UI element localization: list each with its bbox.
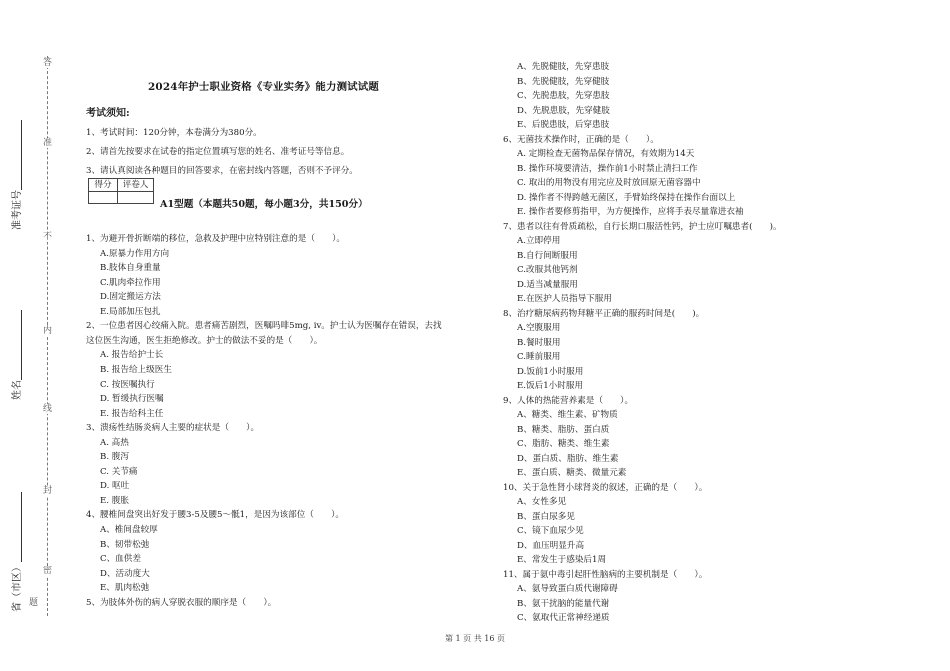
answer-option[interactable]: D. 操作者不得跨越无菌区，手臂始终保持在操作台面以上 [517, 192, 736, 203]
answer-option[interactable]: A. 报告给护士长 [100, 350, 164, 361]
notice-item: 3、请认真阅读各种题目的回答要求，在密封线内答题，否则不予评分。 [86, 166, 358, 176]
answer-option[interactable]: E、肌肉松弛 [100, 583, 150, 594]
answer-option[interactable]: A、氨导致蛋白质代谢障碍 [517, 584, 618, 594]
answer-option[interactable]: E. 报告给科主任 [100, 408, 164, 419]
answer-option[interactable]: D、活动度大 [100, 568, 150, 579]
answer-option[interactable]: B.肢体自身重量 [100, 263, 161, 274]
answer-option[interactable]: C. 按医嘱执行 [100, 379, 155, 390]
seal-char: 密 [42, 566, 52, 576]
province-blank[interactable] [13, 492, 22, 562]
question-stem: 3、溃疡性结肠炎病人主要的症状是（ ）。 [86, 423, 260, 434]
question-stem: 1、为避开骨折断端的移位，急救及护理中应特别注意的是（ ）。 [86, 234, 345, 244]
score-box-divider [89, 191, 153, 192]
answer-option[interactable]: C、血供差 [100, 554, 141, 565]
answer-option[interactable]: E、后脱患肢，后穿患肢 [517, 120, 610, 130]
answer-option[interactable]: A.空腹服用 [517, 323, 561, 333]
question-stem: 6、无菌技术操作时，正确的是（ ）。 [503, 134, 659, 145]
answer-option[interactable]: A.立即停用 [517, 236, 561, 246]
question-stem: 9、人体的热能营养素是（ ）。 [503, 395, 634, 406]
question-stem: 7、患者以往有骨质疏松，自行长期口服活性钙，护士应叮嘱患者( )。 [503, 221, 782, 232]
exam-number-blank[interactable] [13, 120, 22, 190]
question-stem: 8、治疗糖尿病药物拜糖平正确的服药时间是( )。 [503, 308, 705, 319]
answer-option[interactable]: A. 高热 [100, 437, 129, 448]
seal-char: 准 [42, 138, 52, 148]
answer-option[interactable]: E.在医护人员指导下服用 [517, 294, 612, 304]
answer-option[interactable]: A、糖类、维生素、矿物质 [517, 410, 618, 420]
answer-option[interactable]: B、糖类、脂肪、蛋白质 [517, 424, 610, 435]
score-label: 得分 [89, 179, 118, 191]
answer-option[interactable]: C、氨取代正常神经递质 [517, 613, 610, 623]
answer-option[interactable]: C、脂肪、糖类、维生素 [517, 439, 610, 449]
answer-option[interactable]: B. 报告给上级医生 [100, 364, 172, 375]
page-footer: 第 1 页 共 16 页 [445, 634, 505, 643]
answer-option[interactable]: B、先脱健肢，先穿健肢 [517, 76, 610, 87]
answer-option[interactable]: B.自行间断服用 [517, 250, 578, 261]
binding-margin [0, 0, 60, 671]
answer-option[interactable]: C. 取出的用物没有用完应及时放回原无菌容器中 [517, 178, 701, 188]
answer-option[interactable]: C.改服其他钙剂 [517, 265, 578, 275]
answer-option[interactable]: B.餐时服用 [517, 337, 561, 348]
answer-option[interactable]: C. 关节痛 [100, 466, 138, 477]
answer-option[interactable]: B、韧带松弛 [100, 539, 150, 550]
notice-item: 2、请首先按要求在试卷的指定位置填写您的姓名、准考证号等信息。 [86, 147, 350, 157]
question-stem: 10、关于急性肾小球肾炎的叙述，正确的是（ ）。 [503, 482, 708, 493]
answer-option[interactable]: C.睡前服用 [517, 352, 561, 362]
notice-item: 1、考试时间：120分钟，本卷满分为380分。 [86, 128, 262, 138]
answer-option[interactable]: E、常发生于感染后1周 [517, 555, 607, 565]
exam-number-label: 准考证号 [12, 190, 23, 230]
answer-option[interactable]: D、蛋白质、脂肪、维生素 [517, 453, 619, 464]
answer-option[interactable]: B、蛋白尿多见 [517, 511, 575, 522]
name-label: 姓名 [12, 380, 23, 400]
answer-option[interactable]: D、血压明显升高 [517, 540, 585, 551]
answer-option[interactable]: D.饭前1小时服用 [517, 366, 584, 377]
seal-char: 内 [42, 326, 52, 336]
answer-option[interactable]: E.饭后1小时服用 [517, 381, 584, 391]
question-stem: 4、腰椎间盘突出好发于腰3-5及腰5～骶1，是因为该部位（ ）。 [86, 510, 344, 521]
score-box [88, 178, 154, 204]
answer-option[interactable]: E、蛋白质、糖类、微量元素 [517, 468, 627, 478]
name-field[interactable] [8, 360, 23, 400]
notice-heading: 考试须知: [86, 108, 130, 119]
answer-option[interactable]: E.局部加压包扎 [100, 306, 161, 317]
answer-option[interactable]: A、椎间盘较厚 [100, 525, 158, 535]
answer-option[interactable]: A、女性多见 [517, 497, 567, 507]
question-stem: 11、属于氨中毒引起肝性脑病的主要机制是（ ）。 [503, 569, 708, 580]
answer-option[interactable]: C.肌肉牵拉作用 [100, 277, 161, 288]
answer-option[interactable]: E. 腹胀 [100, 495, 129, 506]
name-blank[interactable] [13, 310, 22, 380]
province-label: 省（市区） [12, 562, 23, 612]
answer-option[interactable]: B、氨干扰脑的能量代谢 [517, 598, 610, 609]
seal-char: 封 [42, 486, 52, 496]
answer-option[interactable]: A、先脱健肢，先穿患肢 [517, 62, 610, 72]
question-stem: 2、一位患者因心绞痛入院。患者痛苦剧烈，医嘱吗啡5mg, iv。护士认为医嘱存在错误，去找 [86, 321, 442, 332]
question-stem: 这位医生沟通，医生拒绝修改。护士的做法不妥的是（ ）。 [86, 335, 323, 346]
answer-option[interactable]: C、先脱患肢，先穿患肢 [517, 91, 610, 101]
answer-option[interactable]: E. 操作者要修剪指甲，为方便操作，应将手表尽量靠进衣袖 [517, 207, 744, 217]
exam-title: 2024年护士职业资格《专业实务》能力测试试题 [148, 81, 379, 93]
answer-option[interactable]: D.适当减量服用 [517, 279, 578, 290]
answer-option[interactable]: D.固定搬运方法 [100, 292, 161, 303]
answer-option[interactable]: B. 腹泻 [100, 452, 129, 463]
answer-option[interactable]: A.原暴力作用方向 [100, 248, 170, 259]
answer-option[interactable]: D、先脱患肢，先穿健肢 [517, 105, 610, 116]
question-stem: 5、为肢体外伤的病人穿脱衣服的顺序是（ ）。 [86, 597, 277, 608]
exam-number-field[interactable] [8, 190, 23, 230]
seal-char: 答 [42, 58, 52, 68]
seal-char: 题 [28, 598, 38, 608]
answer-option[interactable]: A. 定期检查无菌物品保存情况，有效期为14天 [517, 149, 695, 159]
answer-option[interactable]: C、镜下血尿少见 [517, 526, 584, 536]
answer-option[interactable]: B. 操作环境要清洁，操作前1小时禁止清扫工作 [517, 163, 698, 174]
province-field[interactable] [8, 562, 23, 612]
seal-char: 线 [42, 404, 52, 414]
score-box-divider [117, 191, 118, 203]
answer-option[interactable]: D. 呕吐 [100, 481, 130, 492]
answer-option[interactable]: D. 暂缓执行医嘱 [100, 394, 164, 405]
seal-char: 不 [42, 232, 52, 242]
grader-label: 评卷人 [122, 180, 149, 190]
section-heading: A1型题（本题共50题，每小题3分，共150分） [160, 199, 368, 210]
